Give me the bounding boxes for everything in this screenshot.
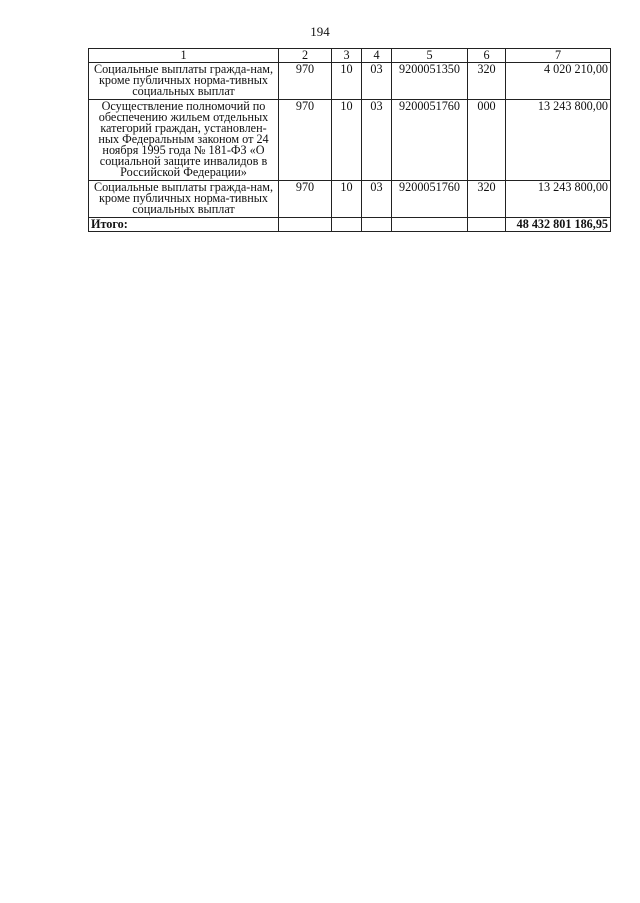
row-code: 970 xyxy=(279,100,332,181)
row-section: 10 xyxy=(332,181,362,218)
empty-cell xyxy=(362,218,392,232)
row-subsection: 03 xyxy=(362,100,392,181)
row-section: 10 xyxy=(332,100,362,181)
row-type: 000 xyxy=(468,100,506,181)
row-name: Социальные выплаты гражда-нам, кроме публичных норма-тивных социальных выплат xyxy=(89,63,279,100)
row-subsection: 03 xyxy=(362,63,392,100)
empty-cell xyxy=(468,218,506,232)
empty-cell xyxy=(279,218,332,232)
row-name: Осуществление полномочий по обеспечению жильем отдельных категорий граждан, установлен-ных Федеральным законом от 24 ноября 1995 года № 181-ФЗ «О социальной защите инвалидов в Российской Федерации» xyxy=(89,100,279,181)
total-amount: 48 432 801 186,95 xyxy=(506,218,611,232)
budget-table xyxy=(88,48,611,232)
table-row xyxy=(89,63,611,100)
header-row xyxy=(89,49,611,63)
total-label: Итого: xyxy=(89,218,279,232)
column-header: 1 xyxy=(89,49,279,63)
table-row xyxy=(89,181,611,218)
row-name: Социальные выплаты гражда-нам, кроме публичных норма-тивных социальных выплат xyxy=(89,181,279,218)
total-row xyxy=(89,218,611,232)
column-header: 7 xyxy=(506,49,611,63)
row-amount: 13 243 800,00 xyxy=(506,100,611,181)
row-target: 9200051760 xyxy=(392,100,468,181)
column-header: 4 xyxy=(362,49,392,63)
page-number: 194 xyxy=(310,24,330,39)
row-target: 9200051350 xyxy=(392,63,468,100)
row-type: 320 xyxy=(468,63,506,100)
row-section: 10 xyxy=(332,63,362,100)
row-amount: 13 243 800,00 xyxy=(506,181,611,218)
empty-cell xyxy=(332,218,362,232)
row-target: 9200051760 xyxy=(392,181,468,218)
table-row xyxy=(89,100,611,181)
row-type: 320 xyxy=(468,181,506,218)
column-header: 3 xyxy=(332,49,362,63)
column-header: 6 xyxy=(468,49,506,63)
row-code: 970 xyxy=(279,181,332,218)
column-header: 5 xyxy=(392,49,468,63)
row-subsection: 03 xyxy=(362,181,392,218)
column-header: 2 xyxy=(279,49,332,63)
empty-cell xyxy=(392,218,468,232)
row-amount: 4 020 210,00 xyxy=(506,63,611,100)
row-code: 970 xyxy=(279,63,332,100)
